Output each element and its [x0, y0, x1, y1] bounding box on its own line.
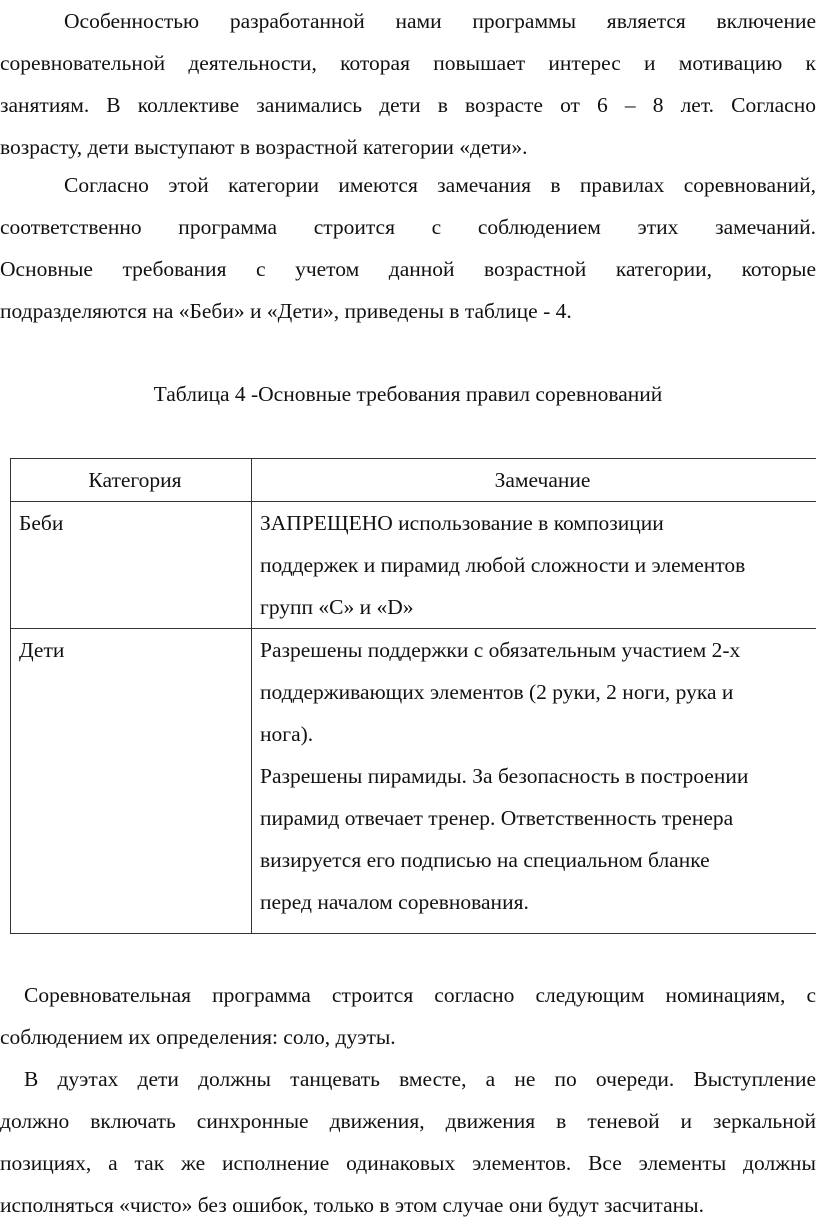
paragraph-line: исполняться «чисто» без ошибок, только в этом случае они будут засчитаны. — [0, 1193, 704, 1217]
table-cell-remark — [252, 629, 816, 934]
paragraph-line: В дуэтах дети должны танцевать вместе, а не по очереди. Выступление — [24, 1067, 816, 1091]
requirements-table — [10, 458, 816, 934]
paragraph-line: возрасту, дети выступают в возрастной категории «дети». — [0, 135, 528, 159]
table-cell-category: Беби — [11, 502, 252, 629]
paragraph-competition-intro — [0, 0, 816, 168]
remark-line: групп «С» и «D» — [260, 595, 414, 619]
remark-line: Разрешены пирамиды. За безопасность в построении — [260, 764, 749, 788]
paragraph-line: подразделяются на «Беби» и «Дети», приведены в таблице - 4. — [0, 299, 572, 323]
paragraph-category-remarks — [0, 164, 816, 332]
paragraph-line: соревновательной деятельности, которая повышает интерес и мотивацию к — [0, 51, 816, 75]
paragraph-line: соответственно программа строится с соблюдением этих замечаний. — [0, 215, 816, 239]
table-caption: Таблица 4 -Основные требования правил соревнований — [153, 382, 663, 406]
remark-line: ЗАПРЕЩЕНО использование в композиции — [260, 511, 664, 535]
table-header-category: Категория — [11, 459, 252, 502]
paragraph-line: Основные требования с учетом данной возрастной категории, которые — [0, 257, 816, 281]
remark-line: визируется его подписью на специальном бланке — [260, 848, 710, 872]
paragraph-line: должно включать синхронные движения, движения в теневой и зеркальной — [0, 1109, 816, 1133]
paragraph-line: позициях, а так же исполнение одинаковых элементов. Все элементы должны — [0, 1151, 816, 1175]
paragraph-line: Особенностью разработанной нами программы является включение — [64, 9, 816, 33]
table-header-remark: Замечание — [252, 459, 816, 502]
table-row — [11, 502, 816, 629]
remark-line: нога). — [260, 722, 314, 746]
remark-line: поддерживающих элементов (2 руки, 2 ноги, рука и — [260, 680, 734, 704]
table-cell-category: Дети — [11, 629, 252, 934]
paragraph-line: Согласно этой категории имеются замечания в правилах соревнований, — [64, 173, 816, 197]
paragraph-line: Соревновательная программа строится согласно следующим номинациям, с — [24, 983, 816, 1007]
remark-line: Разрешены поддержки с обязательным участием 2-х — [260, 638, 741, 662]
table-cell-remark — [252, 502, 816, 629]
remark-line: перед началом соревнования. — [260, 890, 529, 914]
table-header-row — [11, 459, 816, 502]
remark-line: поддержек и пирамид любой сложности и элементов — [260, 553, 746, 577]
paragraph-line: соблюдением их определения: соло, дуэты. — [0, 1025, 396, 1049]
table-row — [11, 629, 816, 934]
paragraph-duets — [0, 1058, 816, 1226]
paragraph-nominations — [0, 974, 816, 1058]
remark-line: пирамид отвечает тренер. Ответственность тренера — [260, 806, 734, 830]
paragraph-line: занятиям. В коллективе занимались дети в возрасте от 6 – 8 лет. Согласно — [0, 93, 816, 117]
